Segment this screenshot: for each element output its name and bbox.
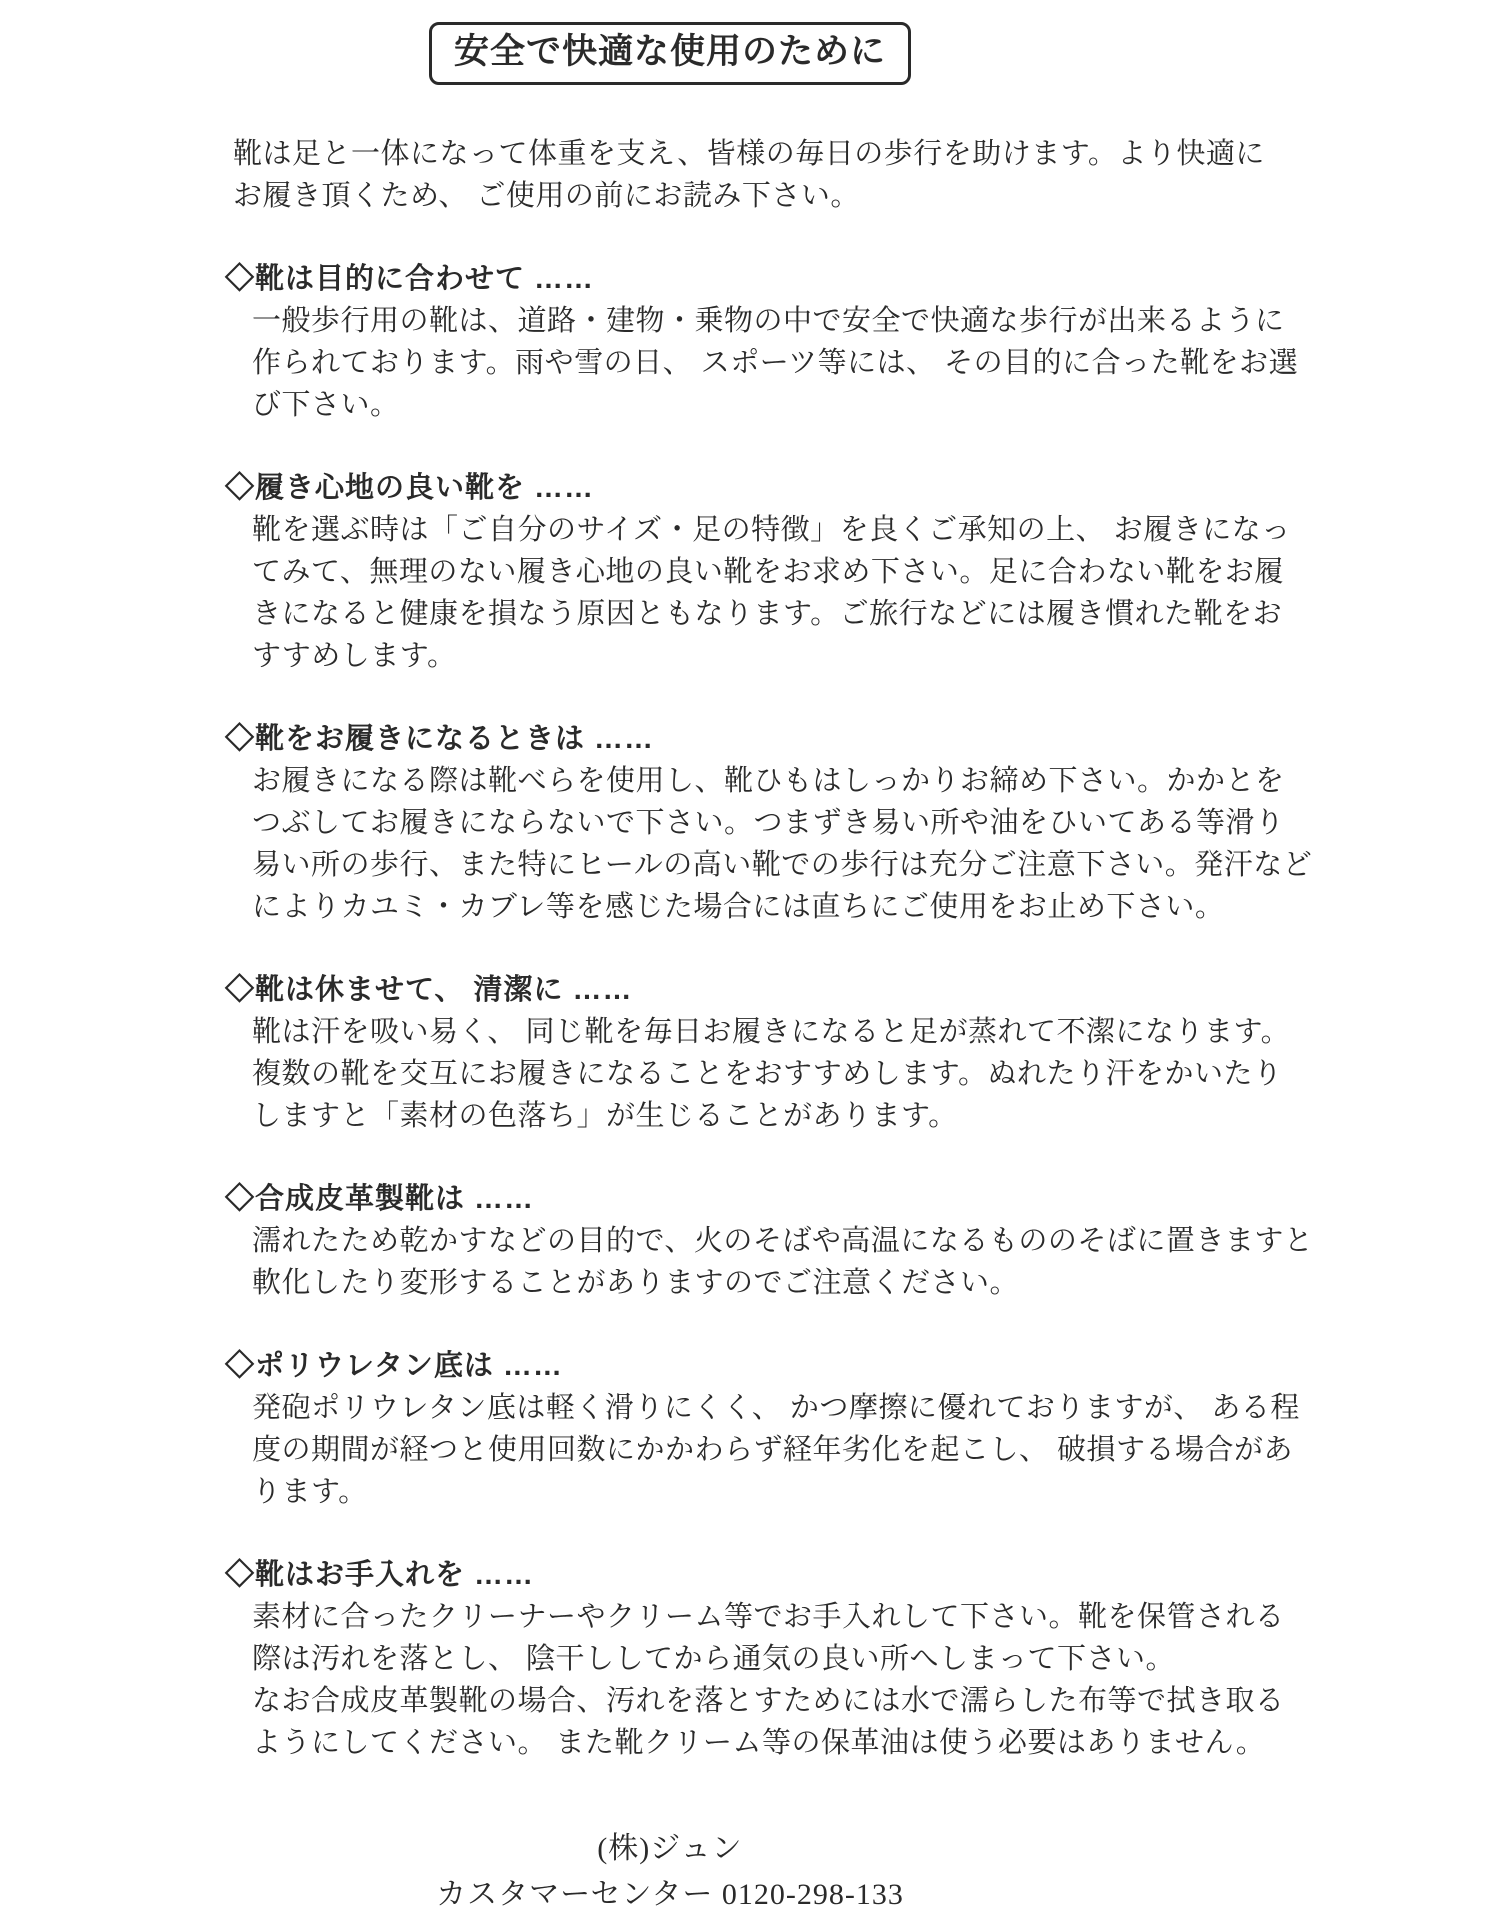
- body-line: 一般歩行用の靴は、道路・建物・乗物の中で安全で快適な歩行が出来るように: [252, 304, 1285, 337]
- body-line: 易い所の歩行、また特にヒールの高い靴での歩行は充分ご注意下さい。発汗など: [252, 848, 1313, 881]
- customer-center-phone: カスタマーセンター 0120-298-133: [436, 1877, 904, 1911]
- section-heading: ◇合成皮革製靴は ……: [225, 1182, 535, 1215]
- section-heading: ◇靴をお履きになるときは ……: [225, 722, 655, 755]
- section-heading: ◇履き心地の良い靴を ……: [225, 471, 595, 504]
- body-line: つぶしてお履きにならないで下さい。つまずき易い所や油をひいてある等滑り: [252, 806, 1285, 839]
- body-line: ります。: [252, 1475, 368, 1508]
- section: [225, 258, 1299, 426]
- section-body: [252, 1011, 1291, 1137]
- section: [225, 1345, 1300, 1513]
- body-line: 靴を選ぶ時は「ご自分のサイズ・足の特徴」を良くご承知の上、 お履きになっ: [252, 513, 1291, 546]
- document-title: 安全で快適な使用のために: [453, 32, 886, 71]
- body-line: によりカユミ・カブレ等を感じた場合には直ちにご使用をお止め下さい。: [252, 890, 1225, 923]
- body-line: 軟化したり変形することがありますのでご注意ください。: [252, 1266, 1020, 1299]
- section-body: [252, 760, 1313, 928]
- section-body: [252, 1596, 1285, 1764]
- body-line: てみて、無理のない履き心地の良い靴をお求め下さい。足に合わない靴をお履: [252, 555, 1284, 588]
- body-line: すすめします。: [252, 639, 457, 672]
- section: [225, 718, 1313, 928]
- section-heading: ◇靴は目的に合わせて ……: [225, 262, 595, 295]
- body-line: 度の期間が経つと使用回数にかかわらず経年劣化を起こし、 破損する場合があ: [252, 1433, 1294, 1466]
- sections-list: [225, 258, 1314, 1764]
- intro-line: 靴は足と一体になって体重を支え、皆様の毎日の歩行を助けます。より快適に: [233, 137, 1265, 170]
- body-line: 際は汚れを落とし、 陰干ししてから通気の良い所へしまって下さい。: [252, 1642, 1176, 1675]
- document-title-box: [429, 22, 911, 85]
- body-line: 素材に合ったクリーナーやクリーム等でお手入れして下さい。靴を保管される: [252, 1600, 1285, 1633]
- section: [225, 1178, 1314, 1304]
- section-body: [252, 300, 1299, 426]
- section: [225, 969, 1291, 1137]
- body-line: きになると健康を損なう原因ともなります。ご旅行などには履き慣れた靴をお: [252, 597, 1283, 630]
- section-body: [252, 509, 1291, 677]
- section-body: [252, 1387, 1300, 1513]
- intro-line: お履き頂くため、 ご使用の前にお読み下さい。: [233, 179, 860, 212]
- body-line: 濡れたため乾かすなどの目的で、火のそばや高温になるもののそばに置きますと: [252, 1224, 1314, 1257]
- body-line: しますと「素材の色落ち」が生じることがあります。: [252, 1099, 958, 1132]
- body-line: び下さい。: [252, 388, 400, 421]
- company-name: (株)ジュン: [597, 1831, 743, 1865]
- body-line: 発砲ポリウレタン底は軽く滑りにくく、 かつ摩擦に優れておりますが、 ある程: [252, 1391, 1300, 1424]
- body-line: 複数の靴を交互にお履きになることをおすすめします。ぬれたり汗をかいたり: [252, 1057, 1283, 1090]
- intro-paragraph: [233, 133, 1265, 217]
- body-line: お履きになる際は靴べらを使用し、靴ひもはしっかりお締め下さい。かかとを: [252, 764, 1285, 797]
- body-line: 作られております。雨や雪の日、 スポーツ等には、 その目的に合った靴をお選: [252, 346, 1299, 379]
- section-body: [252, 1220, 1314, 1304]
- footer: [225, 1826, 1115, 1918]
- body-line: ようにしてください。 また靴クリーム等の保革油は使う必要はありません。: [252, 1726, 1266, 1759]
- section-heading: ◇靴は休ませて、 清潔に ……: [225, 973, 633, 1006]
- section: [225, 467, 1291, 677]
- section-heading: ◇ポリウレタン底は ……: [225, 1349, 563, 1382]
- body-line: 靴は汗を吸い易く、 同じ靴を毎日お履きになると足が蒸れて不潔になります。: [252, 1015, 1291, 1048]
- document-content: [225, 0, 1314, 1918]
- section: [225, 1554, 1285, 1764]
- section-heading: ◇靴はお手入れを ……: [225, 1558, 535, 1591]
- title-area: [225, 0, 1115, 85]
- body-line: なお合成皮革製靴の場合、汚れを落とすためには水で濡らした布等で拭き取る: [252, 1684, 1285, 1717]
